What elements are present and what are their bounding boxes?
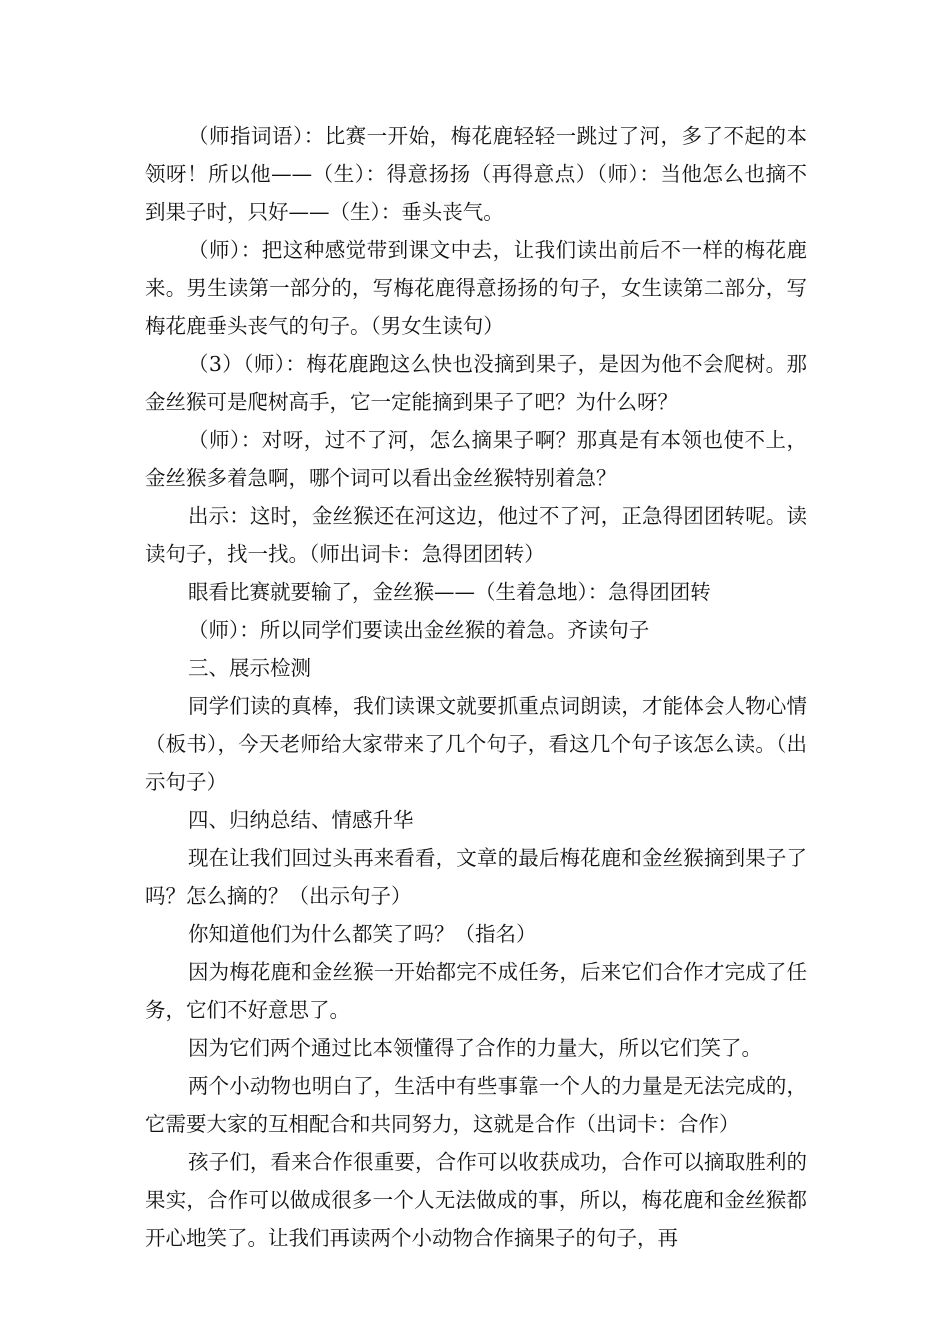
section-heading-display-test: 三、展示检测 [188, 656, 311, 680]
document-body [145, 117, 807, 1257]
paragraph-cooperation-meaning: 两个小动物也明白了，生活中有些事靠一个人的力量是无法完成的，它需要大家的互相配合和共同努力，这就是合作（出词卡：合作） [145, 1074, 807, 1136]
paragraph-cooperation-importance: 孩子们，看来合作很重要，合作可以收获成功，合作可以摘取胜利的果实，合作可以做成很多一个人无法做成的事，所以，梅花鹿和金丝猴都开心地笑了。让我们再读两个小动物合作摘果子的句子，再 [145, 1150, 807, 1250]
section-heading-summary: 四、归纳总结、情感升华 [188, 808, 414, 832]
paragraph-answer-cooperation: 因为它们两个通过比本领懂得了合作的力量大，所以它们笑了。 [188, 1036, 762, 1060]
paragraph-monkey-losing: 眼看比赛就要输了，金丝猴——（生着急地）：急得团团转 [188, 580, 711, 604]
paragraph-deer-cannot-climb: （3）（师）：梅花鹿跑这么快也没摘到果子，是因为他不会爬树。那金丝猴可是爬树高手，它一定能摘到果子了吧？为什么呀？ [145, 352, 807, 414]
paragraph-read-together: （师）：所以同学们要读出金丝猴的着急。齐读句子 [188, 618, 650, 642]
paragraph-monkey-anxious: （师）：对呀，过不了河，怎么摘果子啊？那真是有本领也使不上，金丝猴多着急啊，哪个词可以看出金丝猴特别着急？ [145, 428, 807, 490]
paragraph-why-laugh: 你知道他们为什么都笑了吗？（指名） [188, 922, 537, 946]
paragraph-look-back: 现在让我们回过头再来看看，文章的最后梅花鹿和金丝猴摘到果子了吗？怎么摘的？（出示句子） [145, 846, 807, 908]
paragraph-show-sentence: 出示：这时，金丝猴还在河这边，他过不了河，正急得团团转呢。读读句子，找一找。（师出词卡：急得团团转） [145, 504, 807, 566]
paragraph-key-words-reading: 同学们读的真棒，我们读课文就要抓重点词朗读，才能体会人物心情（板书），今天老师给大家带来了几个句子，看这几个句子该怎么读。（出示句子） [145, 694, 807, 794]
paragraph-answer-embarrassed: 因为梅花鹿和金丝猴一开始都完不成任务，后来它们合作才完成了任务，它们不好意思了。 [145, 960, 807, 1022]
paragraph-teacher-word-hint: （师指词语）：比赛一开始，梅花鹿轻轻一跳过了河，多了不起的本领呀！所以他——（生）：得意扬扬（再得意点）（师）：当他怎么也摘不到果子时，只好——（生）：垂头丧气。 [145, 124, 807, 224]
paragraph-read-contrast: （师）：把这种感觉带到课文中去，让我们读出前后不一样的梅花鹿来。男生读第一部分的，写梅花鹿得意扬扬的句子，女生读第二部分，写梅花鹿垂头丧气的句子。（男女生读句） [145, 238, 807, 338]
